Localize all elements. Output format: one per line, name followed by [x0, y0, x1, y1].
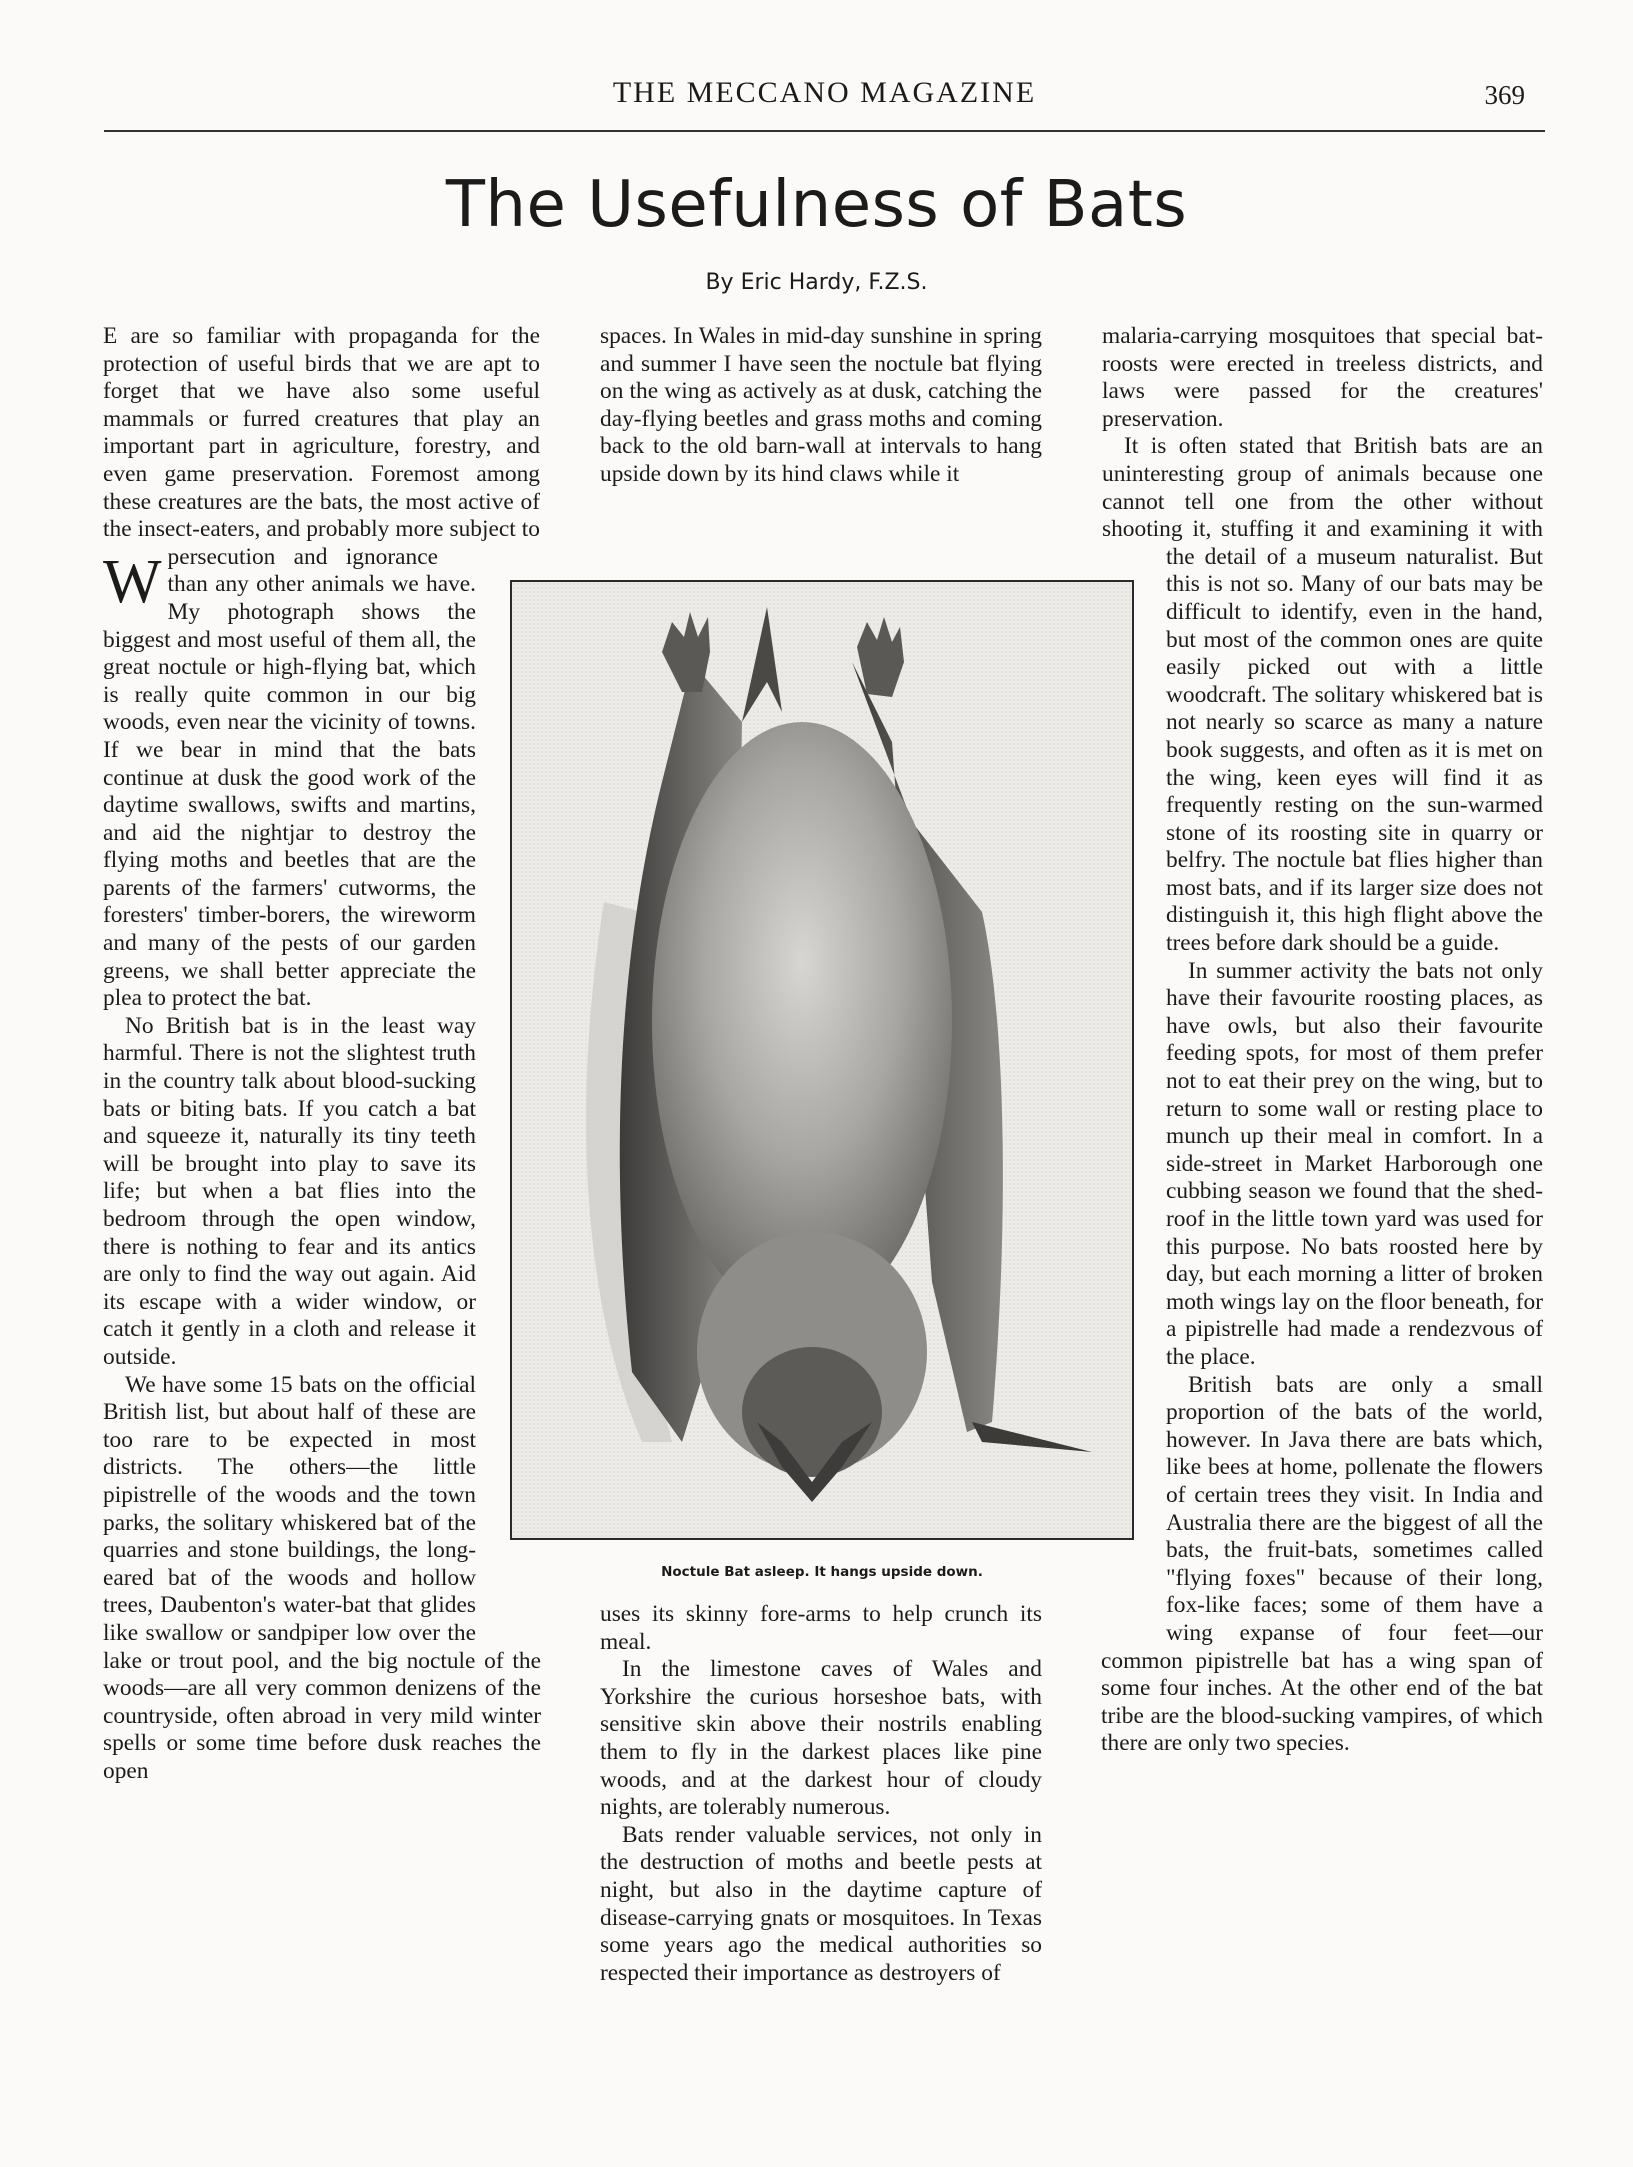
bat-photograph: [510, 580, 1134, 1540]
paragraph-intro: W E are so familiar with propaganda for the protection of useful birds that we are apt to forget that we have also some useful mammals or furred creatures that play an important part in agriculture, forestry, and even game preservation. Foremost among these creatures are the bats, the most active of the insect-eaters, and probably more subject to persecution and ignorance than any other animals we have. My photograph shows the biggest and most useful of them all, the great noctule or high-flying bat, which is really quite common in our big woods, even near the vicinity of towns. If we bear in mind that the bats continue at dusk the good work of the daytime swallows, swifts and martins, and aid the nightjar to destroy the flying moths and beetles that are the parents of the farmers' cutworms, the foresters' timber-borers, the wireworm and many of the pests of our garden greens, we shall better appreciate the plea to protect the bat.: [103, 323, 540, 1012]
column-3: [1101, 323, 1543, 1758]
paragraph: We have some 15 bats on the official British list, but about half of these are too rare to be expected in most districts. The others—the little pipistrelle of the woods and the town parks, the solitary whiskered bat of the quarries and stone buildings, the long-eared bat of the woods and hollow trees, Daubenton's water-bat that glides like swallow or sandpiper low over the lake or trout pool, and the big noctule of the woods—are all very common denizens of the countryside, often abroad in very mild winter spells or some time before dusk reaches the open: [103, 1371, 541, 1784]
paragraph: No British bat is in the least way harmful. There is not the slightest truth in the country talk about blood-sucking bats or biting bats. If you catch a bat and squeeze it, naturally its tiny teeth will be brought into play to save its life; but when a bat flies into the bedroom through the open window, there is nothing to fear and its antics are only to find the way out again. Aid its escape with a wider window, or catch it gently in a cloth and release it outside.: [103, 1012, 476, 1370]
article-title: The Usefulness of Bats: [445, 168, 1188, 242]
paragraph: It is often stated that British bats are an uninteresting group of animals because one cannot tell one from the other without shooting it, stuffing it and examining it with the detail of a museum naturalist. But this is not so. Many of our bats may be difficult to identify, even in the hand, but most of the common ones are quite easily picked out with a little woodcraft. The solitary whiskered bat is not nearly so scarce as many a nature book suggests, and often as it is met on the wing, keen eyes will find it as frequently resting on the sun-warmed stone of its roosting site in quarry or belfry. The noctule bat flies higher than most bats, and if its larger size does not distinguish it, this high flight above the trees before dark should be a guide.: [1102, 433, 1543, 957]
page-header: [104, 72, 1545, 132]
paragraph: In the limestone caves of Wales and Yorkshire the curious horseshoe bats, with sensitive skin above their nostrils enabling them to fly in the darkest places like pine woods, and at the darkest hour of cloudy nights, are tolerably numerous.: [600, 1656, 1042, 1821]
page-number: 369: [1484, 80, 1525, 110]
magazine-name: THE MECCANO MAGAZINE: [612, 76, 1037, 109]
paragraph: British bats are only a small proportion of the bats of the world, however. In Java there are bats which, like bees at home, pollenate the flowers of certain trees they visit. In India and Australia there are the biggest of all the bats, the fruit-bats, sometimes called "flying foxes" because of their long, fox-like faces; some of them have a wing expanse of four feet—our common pipistrelle bat has a wing span of some four inches. At the other end of the bat tribe are the blood-sucking vampires, of which there are only two species.: [1101, 1371, 1543, 1757]
wrap-spacer: [1101, 553, 1166, 1633]
column-1: [103, 323, 541, 1785]
drop-cap: W: [103, 548, 162, 616]
paragraph: spaces. In Wales in mid-day sunshine in spring and summer I have seen the noctule bat flying on the wing as actively as at dusk, catching the day-flying beetles and grass moths and coming back to the old barn-wall at intervals to hang upside down by its hind claws while it: [600, 323, 1042, 487]
column-2-top: [600, 323, 1042, 489]
figure-caption: Noctule Bat asleep. It hangs upside down.: [661, 1564, 983, 1580]
paragraph: uses its skinny fore-arms to help crunch its meal.: [600, 1601, 1042, 1655]
article-byline: By Eric Hardy, F.Z.S.: [705, 270, 928, 295]
paragraph: Bats render valuable services, not only in the destruction of moths and beetle pests at night, but also in the daytime capture of disease-carrying gnats or mosquitoes. In Texas some years ago the medical authorities so respected their importance as destroyers of: [600, 1821, 1042, 1986]
paragraph: malaria-carrying mosquitoes that special bat-roosts were erected in treeless districts, and laws were passed for the creatures' preservation.: [1102, 323, 1543, 432]
wrap-spacer: [540, 323, 541, 553]
noctule-bat-image: [512, 582, 1132, 1538]
paragraph: In summer activity the bats not only have their favourite roosting places, as have owls, but also their favourite feeding spots, for most of them prefer not to eat their prey on the wing, but to return to some wall or resting place to munch up their meal in comfort. In a side-street in Market Harborough one cubbing season we found that the shed-roof in the little town yard was used for this purpose. No bats roosted here by day, but each morning a litter of broken moth wings lay on the floor beneath, for a pipistrelle had made a rendezvous of the place.: [1166, 957, 1543, 1370]
column-2-bottom: [600, 1601, 1042, 1987]
